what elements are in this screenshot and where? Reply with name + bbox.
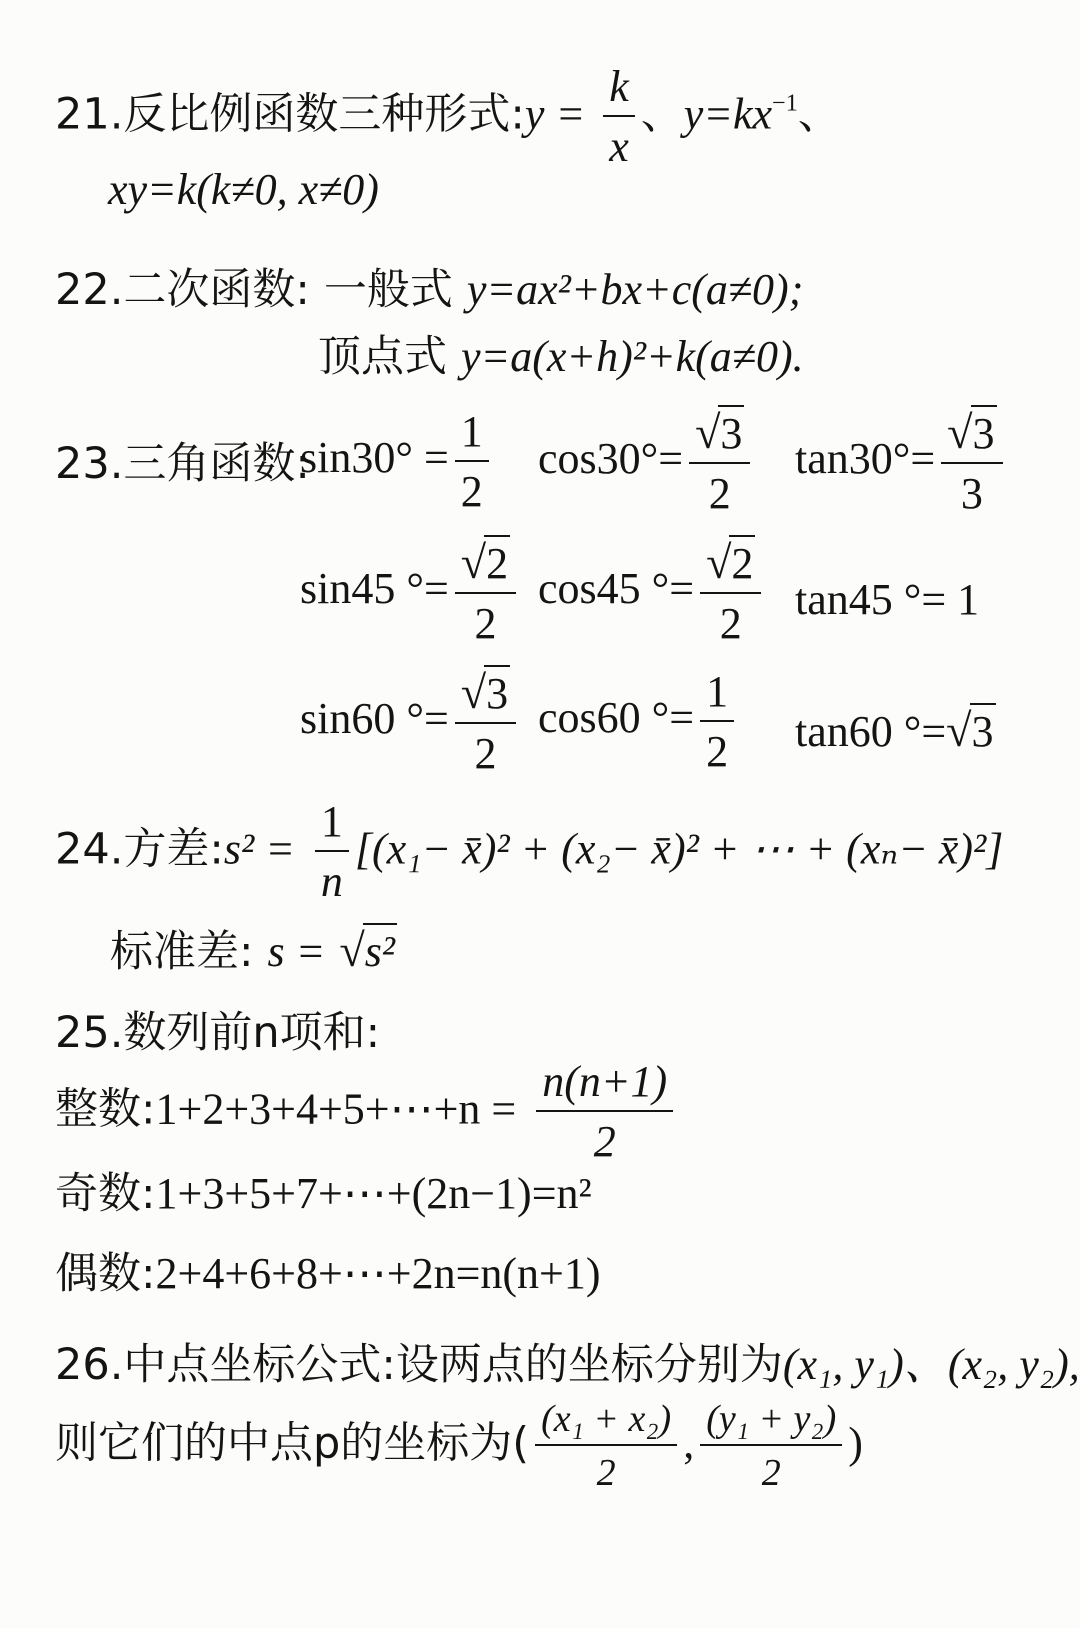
integer-frac — [536, 1057, 673, 1166]
form-2: y=kx — [683, 89, 773, 139]
formula-22-line2 — [318, 332, 804, 382]
numerator-value: 1 — [706, 667, 729, 716]
frac-denominator: 2 — [593, 1117, 616, 1166]
frac-numerator — [700, 667, 734, 722]
one-over-n — [315, 797, 349, 906]
odd-label: 奇数: — [55, 1169, 156, 1219]
section-25-title: 25.数列前n项和: — [55, 1008, 381, 1058]
sqrt-sign: √ — [695, 407, 721, 458]
frac-denominator: 2 — [474, 729, 497, 779]
trig-cell — [795, 575, 980, 624]
two-points: (x₁, y₁)、(x₂, y₂), — [782, 1340, 1080, 1389]
trig-value — [700, 667, 734, 776]
frac-numerator: (y₁ + y₂) — [700, 1400, 842, 1446]
trig-function: sin45 °= — [300, 564, 449, 614]
section-23-label: 23.三角函数: — [55, 439, 310, 489]
formula-22-line1 — [55, 265, 804, 315]
sqrt-sign: √ — [460, 537, 487, 588]
trig-value — [455, 537, 516, 649]
vertex-form-label: 顶点式 — [318, 332, 447, 382]
trig-value — [455, 667, 516, 779]
sqrt-sign: √ — [946, 705, 972, 756]
radicand: 2 — [729, 535, 755, 588]
trig-function: tan60 °= — [795, 707, 947, 756]
trig-cell — [538, 407, 756, 519]
trig-function: tan45 °= 1 — [795, 575, 980, 624]
frac-numerator — [700, 537, 761, 594]
trig-value — [455, 407, 489, 516]
form-3: xy=k(k≠0, x≠0) — [108, 165, 379, 214]
k-over-x — [603, 62, 635, 171]
trig-cell — [795, 407, 1009, 519]
integer-label: 整数: — [55, 1084, 156, 1135]
trig-value — [941, 407, 1002, 519]
odd-expr: 1+3+5+7+⋯+(2n−1)=n² — [155, 1169, 592, 1218]
variance-formula — [55, 797, 1004, 906]
variance-body: [(x₁− x̄)² + (x₂− x̄)² + ⋯ + (xₙ− x̄)²] — [354, 824, 1004, 874]
equals: = — [558, 89, 584, 139]
trig-cell — [300, 667, 522, 779]
frac-numerator: k — [603, 65, 635, 117]
std-dev-lhs: s = — [267, 927, 326, 976]
integer-expr: 1+2+3+4+5+⋯+n = — [155, 1084, 517, 1134]
frac-numerator — [455, 667, 516, 724]
frac-numerator: (x₁ + x₂) — [535, 1400, 677, 1446]
sqrt-sign: √ — [460, 667, 487, 718]
radicand: 3 — [970, 703, 996, 756]
comma: , — [683, 1418, 695, 1468]
separator: 、 — [640, 89, 684, 140]
frac-denominator: 2 — [761, 1452, 781, 1494]
frac-numerator: 1 — [315, 800, 349, 852]
y-var: y — [524, 89, 545, 139]
frac-denominator: 2 — [474, 599, 497, 649]
trig-cell — [300, 537, 522, 649]
trig-function: cos60 °= — [538, 693, 695, 743]
radicand: 3 — [971, 405, 997, 458]
frac-denominator: 2 — [708, 469, 731, 519]
frac-numerator — [689, 407, 750, 464]
exponent: −1 — [772, 89, 798, 117]
radicand: 3 — [718, 405, 744, 458]
midpoint-line2 — [55, 1400, 863, 1492]
trig-function: cos45 °= — [538, 564, 695, 614]
sqrt-sign: √ — [706, 537, 732, 588]
trig-function: tan30°= — [795, 434, 936, 484]
variance-lhs: s² = — [223, 824, 295, 874]
section-21-label: 21.反比例函数三种形式: — [55, 89, 525, 140]
separator: 、 — [797, 89, 841, 140]
odd-sum — [55, 1169, 592, 1219]
frac-denominator: 2 — [706, 727, 729, 776]
midpoint-line1 — [55, 1340, 1080, 1390]
frac-denominator: 2 — [719, 599, 742, 649]
even-label: 偶数: — [55, 1249, 156, 1299]
numerator-value: 1 — [460, 407, 483, 456]
midpoint-intro: 26.中点坐标公式:设两点的坐标分别为 — [55, 1340, 783, 1390]
trig-function: sin30° = — [300, 433, 449, 483]
frac-numerator — [455, 407, 489, 462]
trig-cell — [300, 407, 495, 516]
frac-denominator: 2 — [460, 467, 483, 516]
trig-cell — [795, 705, 996, 756]
close-paren: ) — [848, 1418, 863, 1468]
frac-denominator: 2 — [596, 1452, 616, 1494]
trig-function: cos30°= — [538, 434, 684, 484]
general-form: y=ax²+bx+c(a≠0); — [466, 265, 804, 314]
frac-denominator: n — [320, 857, 343, 906]
trig-cell — [538, 667, 740, 776]
vertex-form: y=a(x+h)²+k(a≠0). — [461, 332, 804, 381]
trig-value — [700, 537, 761, 649]
formula-21-line1 — [55, 62, 841, 171]
midpoint-y — [700, 1400, 842, 1492]
sqrt-sign: √ — [339, 925, 365, 976]
section-24-label: 24.方差: — [55, 824, 224, 875]
radicand: 2 — [484, 535, 510, 588]
radicand: 3 — [484, 665, 510, 718]
frac-denominator: x — [609, 122, 629, 171]
std-dev-label: 标准差: — [110, 927, 254, 977]
section-22-label: 22.二次函数: — [55, 265, 310, 315]
sqrt-sign: √ — [947, 407, 973, 458]
frac-numerator — [941, 407, 1002, 464]
midpoint-x — [535, 1400, 677, 1492]
trig-value — [689, 407, 750, 519]
trig-function: sin60 °= — [300, 694, 449, 744]
even-sum — [55, 1249, 601, 1299]
midpoint-label: 则它们的中点p的坐标为( — [55, 1418, 530, 1469]
trig-cell — [538, 537, 767, 649]
std-dev-formula — [110, 925, 397, 977]
even-expr: 2+4+6+8+⋯+2n=n(n+1) — [155, 1249, 601, 1298]
frac-numerator: n(n+1) — [536, 1060, 673, 1112]
integer-sum — [55, 1057, 679, 1166]
frac-numerator — [455, 537, 516, 594]
frac-denominator: 3 — [960, 469, 983, 519]
general-form-label: 一般式 — [323, 265, 453, 315]
radicand: s² — [363, 923, 397, 976]
